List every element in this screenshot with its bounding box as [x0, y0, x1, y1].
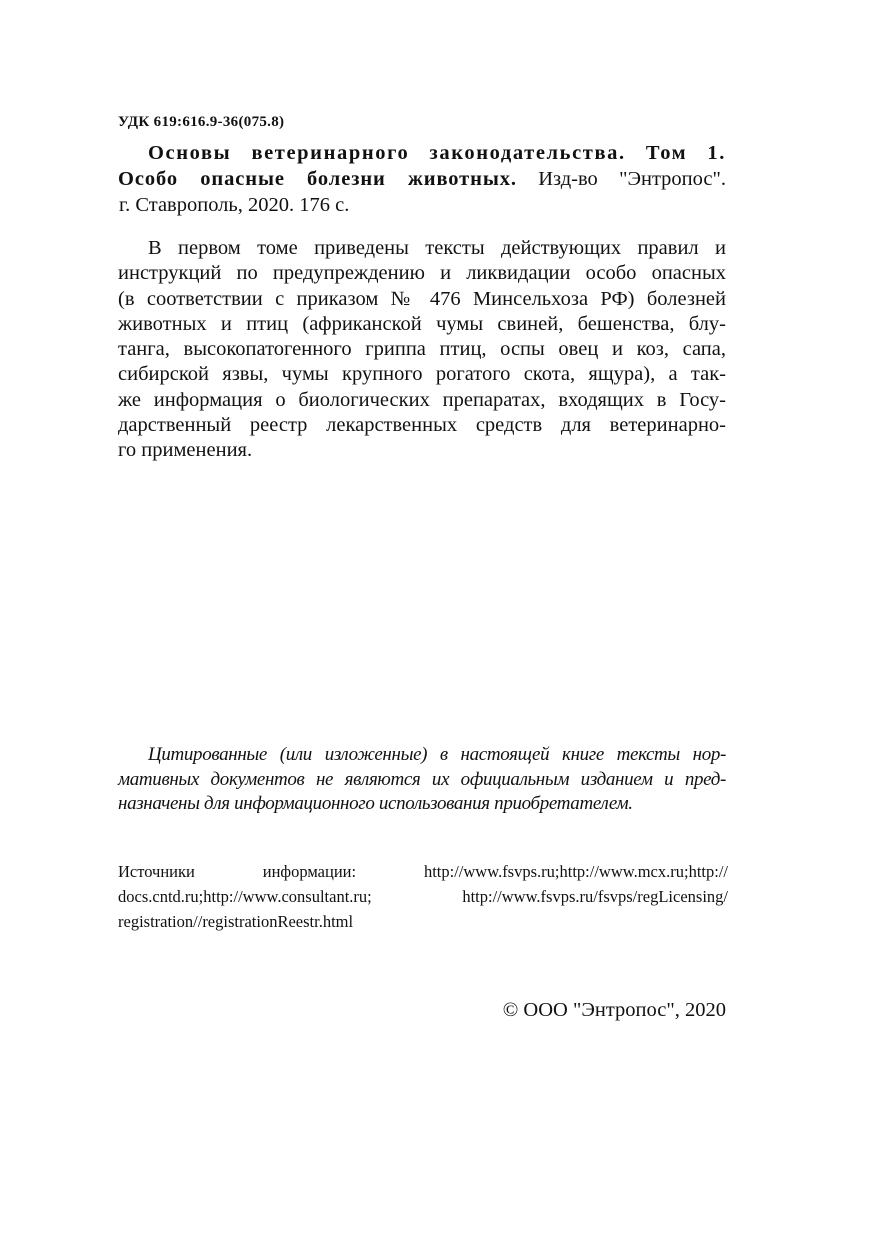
disclaimer-line: Цитированные (или изложенные) в настоящей книге тексты нор-	[148, 744, 726, 765]
abstract-line: дарственный реестр лекарственных средств для ветеринарно-	[118, 414, 726, 437]
sources-line: docs.cntd.ru;http://www.consultant.ru; http://www.fsvps.ru/fsvps/regLicensing/	[118, 887, 728, 906]
information-sources	[118, 859, 728, 934]
disclaimer-line: мативных документов не являются их официальным изданием и пред-	[118, 768, 726, 790]
abstract	[118, 236, 726, 464]
udk-code: УДК 619:616.9-36(075.8)	[118, 114, 285, 130]
abstract-line: В первом томе приведены тексты действующих правил и	[148, 237, 726, 259]
disclaimer-line: назначены для информационного использования приобретателем.	[118, 793, 633, 814]
legal-disclaimer	[118, 743, 726, 817]
abstract-line: го применения.	[118, 439, 253, 462]
abstract-line: танга, высокопатогенного гриппа птиц, оспы овец и коз, сапа,	[118, 338, 726, 361]
book-title-part-2: Особо опасные болезни животных.	[118, 168, 517, 190]
abstract-line: же информация о биологических препаратах, входящих в Госу-	[118, 388, 726, 411]
sources-line: registration//registrationReestr.html	[118, 912, 354, 931]
bibliographic-title-line-1	[118, 140, 726, 166]
bibliographic-description	[118, 140, 726, 218]
sources-line: Источники информации: http://www.fsvps.ru;http://www.mcx.ru;http://	[118, 862, 728, 881]
abstract-line: животных и птиц (африканской чумы свиней, бешенства, блу-	[118, 312, 726, 335]
bibliographic-title-line-2	[118, 166, 726, 192]
city-year-pages: г. Ставрополь, 2020. 176 с.	[119, 194, 350, 216]
book-title-part-1: Основы ветеринарного законодательства. Том 1.	[148, 142, 726, 164]
abstract-line: сибирской язвы, чумы крупного рогатого скота, ящура), а так-	[118, 363, 726, 386]
abstract-line: инструкций по предупреждению и ликвидации особо опасных	[118, 262, 726, 285]
copyright-notice: © ООО "Энтропос", 2020	[502, 999, 726, 1021]
publisher: Изд-во "Энтропос".	[516, 168, 726, 190]
abstract-line: (в соответствии с приказом № 476 Минсельхоза РФ) болезней	[118, 287, 726, 310]
